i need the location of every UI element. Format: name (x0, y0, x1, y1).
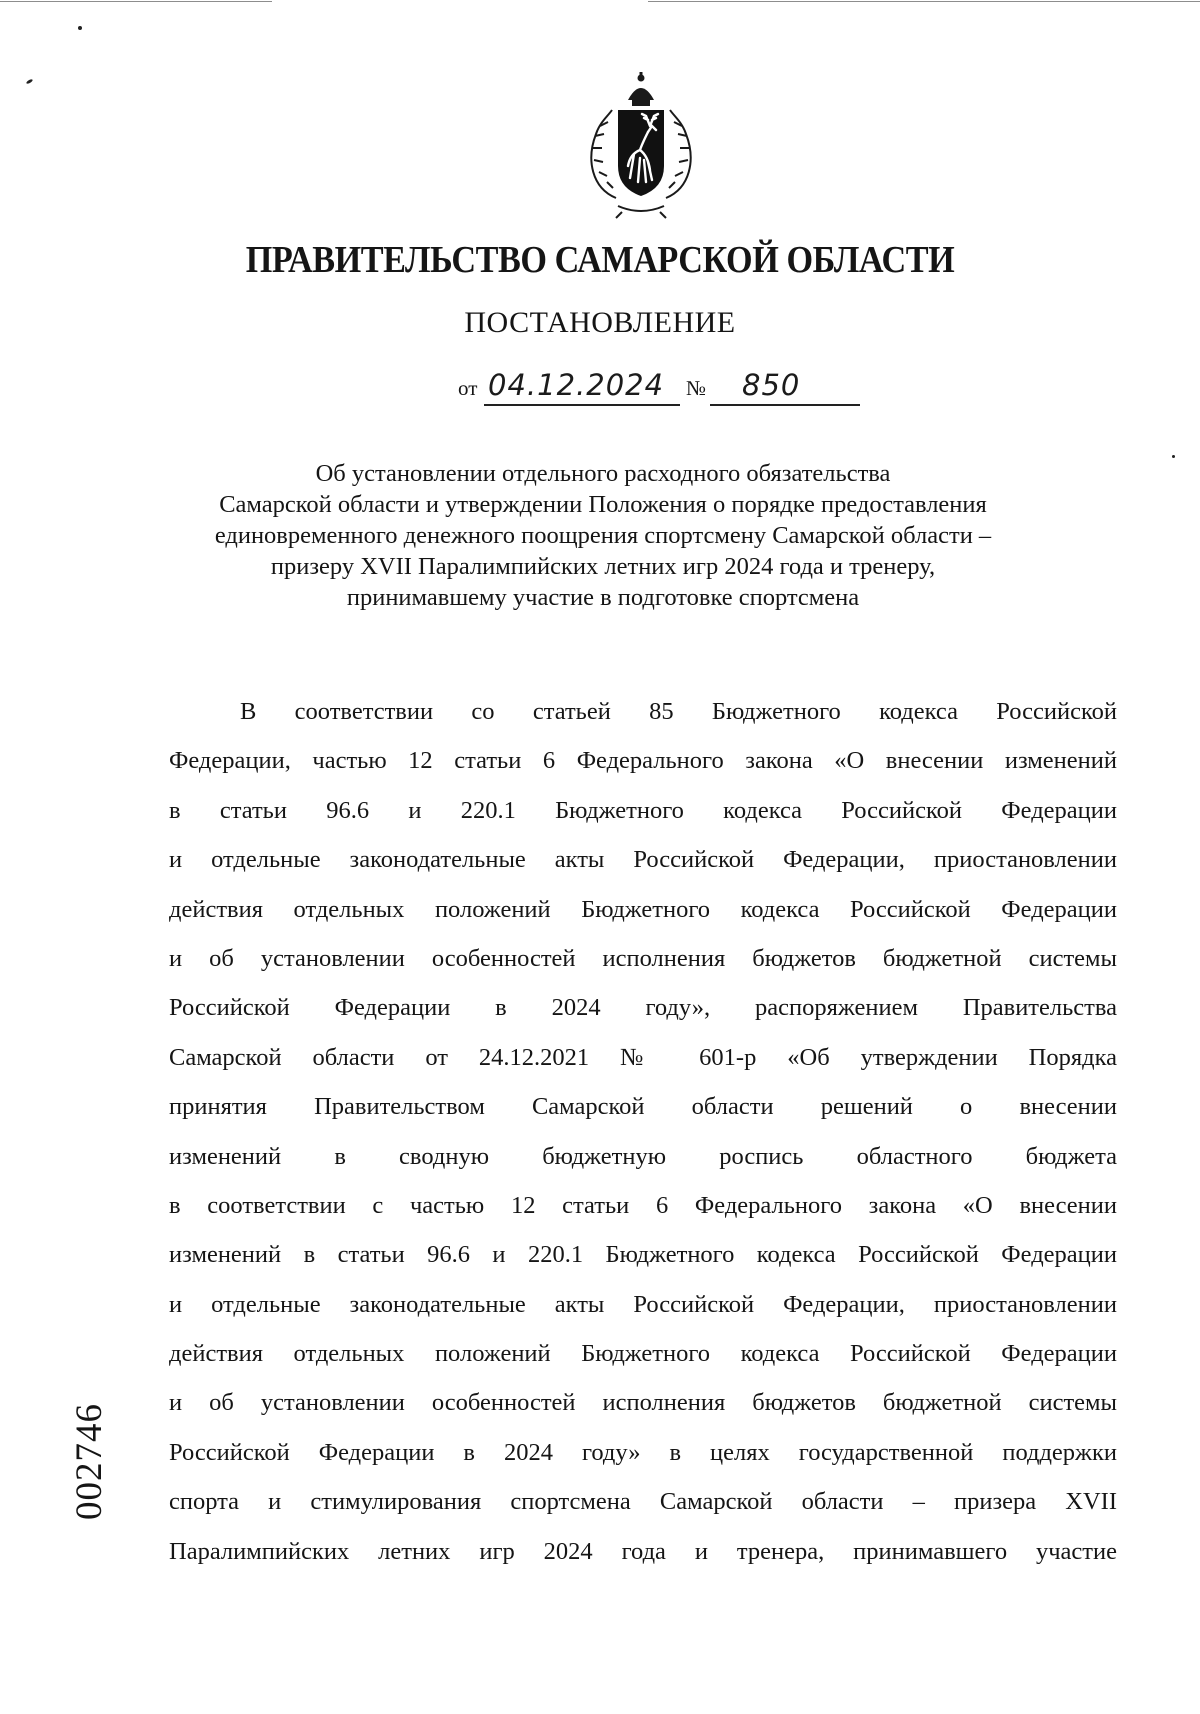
subject-line: Самарской области и утверждении Положения о порядке предоставления (219, 491, 987, 518)
document-type-heading: ПОСТАНОВЛЕНИЕ (464, 306, 736, 339)
document-body-paragraph (169, 687, 1117, 1576)
organization-title: ПРАВИТЕЛЬСТВО САМАРСКОЙ ОБЛАСТИ (245, 239, 955, 281)
body-line: В соответствии со статьей 85 Бюджетного кодекса Российской (240, 698, 1117, 725)
body-line: действия отдельных положений Бюджетного кодекса Российской Федерации (169, 1340, 1117, 1368)
body-line: в статьи 96.6 и 220.1 Бюджетного кодекса Российской Федерации (169, 796, 1117, 824)
body-line: изменений в статьи 96.6 и 220.1 Бюджетного кодекса Российской Федерации (169, 1241, 1117, 1269)
samara-region-coat-of-arms-icon (582, 70, 700, 220)
body-line: и об установлении особенностей исполнения бюджетов бюджетной системы (169, 1389, 1117, 1417)
body-line: Самарской области от 24.12.2021 № 601-р «Об утверждении Порядка (169, 1043, 1117, 1071)
body-line: действия отдельных положений Бюджетного кодекса Российской Федерации (169, 895, 1117, 923)
subject-line: единовременного денежного поощрения спортсмену Самарской области – (214, 522, 992, 549)
body-line: Паралимпийских летних игр 2024 года и тренера, принимавшего участие (169, 1537, 1117, 1565)
handwritten-date: 04.12.2024 (488, 368, 665, 402)
date-underline (484, 404, 680, 406)
subject-line: принимавшему участие в подготовке спортсмена (346, 584, 860, 611)
scan-edge-line (0, 1, 272, 2)
number-prefix-label: № (686, 376, 707, 400)
body-line: Российской Федерации в 2024 году» в целях государственной поддержки (169, 1438, 1117, 1466)
document-date-number-row (458, 368, 878, 408)
handwritten-number: 850 (742, 368, 801, 402)
subject-line: Об установлении отдельного расходного обязательства (315, 460, 891, 487)
body-line: и об установлении особенностей исполнения бюджетов бюджетной системы (169, 944, 1117, 972)
body-line: и отдельные законодательные акты Российской Федерации, приостановлении (169, 1290, 1117, 1318)
scan-speck (78, 26, 82, 30)
document-subject (180, 458, 1026, 613)
subject-line: призеру XVII Паралимпийских летних игр 2024 года и тренеру, (270, 553, 936, 580)
scan-speck (26, 78, 34, 84)
number-underline (710, 404, 860, 406)
body-line: и отдельные законодательные акты Российской Федерации, приостановлении (169, 846, 1117, 874)
body-line: принятия Правительством Самарской области решений о внесении (169, 1093, 1117, 1121)
body-line: в соответствии с частью 12 статьи 6 Федерального закона «О внесении (169, 1191, 1117, 1219)
date-prefix-label: от (458, 376, 478, 400)
body-line: изменений в сводную бюджетную роспись областного бюджета (169, 1142, 1117, 1170)
scan-edge-line (648, 1, 1200, 2)
body-line: спорта и стимулирования спортсмена Самарской области – призера XVII (169, 1488, 1117, 1516)
scan-speck (1172, 455, 1175, 458)
registration-stamp-number: 002746 (69, 1403, 110, 1520)
body-line: Федерации, частью 12 статьи 6 Федерального закона «О внесении изменений (169, 747, 1117, 775)
body-line: Российской Федерации в 2024 году», распоряжением Правительства (169, 994, 1117, 1022)
